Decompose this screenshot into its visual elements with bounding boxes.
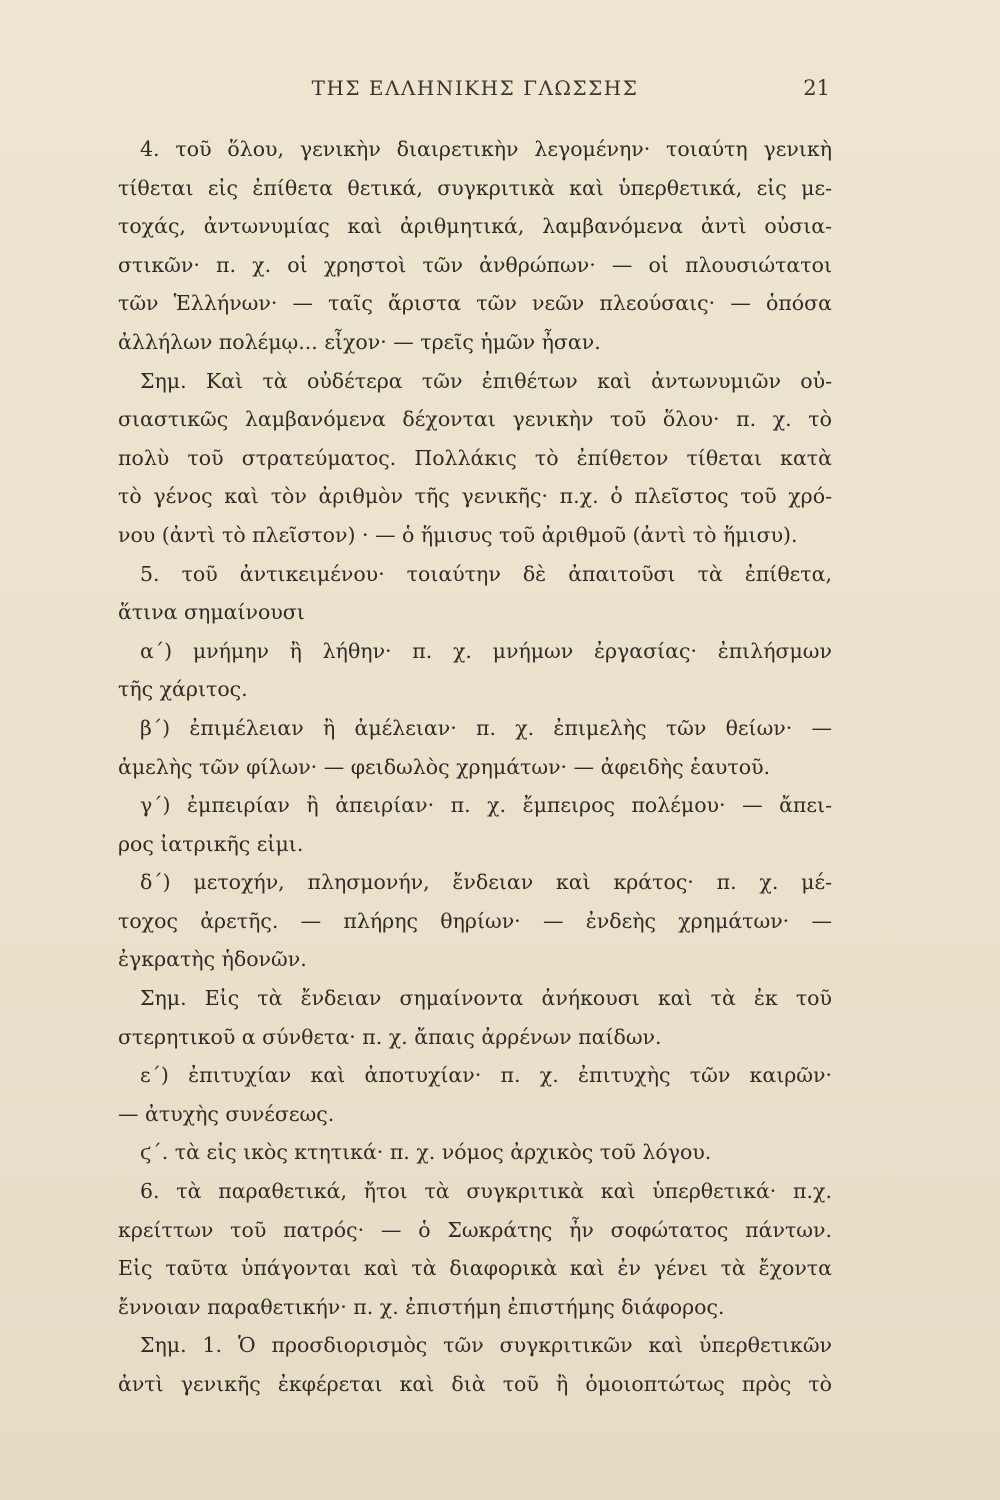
text-line: τῶν Ἑλλήνων· — ταῖς ἄριστα τῶν νεῶν πλεούσαις· — ὁπόσα <box>118 291 832 316</box>
text-line: ἀντὶ γενικῆς ἐκφέρεται καὶ διὰ τοῦ ἢ ὁμοιοπτώτως πρὸς τὸ <box>118 1372 832 1396</box>
text-line: τοχος ἀρετῆς. — πλήρης θηρίων· — ἐνδεὴς χρημάτων· — <box>118 908 832 933</box>
body-text <box>118 130 832 1404</box>
running-title: ΤΗΣ ΕΛΛΗΝΙΚΗΣ ΓΛΩΣΣΗΣ <box>311 76 639 100</box>
text-line: β΄) ἐπιμέλειαν ἢ ἀμέλειαν· π. χ. ἐπιμελὴς τῶν θείων· — <box>140 715 832 740</box>
text-line: κρείττων τοῦ πατρός· — ὁ Σωκράτης ἦν σοφώτατος πάντων. <box>118 1217 832 1242</box>
text-line: τοχάς, ἀντωνυμίας καὶ ἀριθμητικά, λαμβανόμενα ἀντὶ οὐσια- <box>118 214 832 239</box>
text-line: τὸ γένος καὶ τὸν ἀριθμὸν τῆς γενικῆς· π.χ. ὁ πλεῖστος τοῦ χρό- <box>118 484 832 509</box>
text-line: ἀμελὴς τῶν φίλων· — φειδωλὸς χρημάτων· — ἀφειδὴς ἑαυτοῦ. <box>118 754 771 779</box>
text-line: 6. τὰ παραθετικά, ἤτοι τὰ συγκριτικὰ καὶ ὑπερθετικά· π.χ. <box>140 1179 832 1204</box>
text-line: Σημ. Εἰς τὰ ἔνδειαν σημαίνοντα ἀνήκουσι καὶ τὰ ἐκ τοῦ <box>140 986 832 1011</box>
text-line: τίθεται εἰς ἐπίθετα θετικά, συγκριτικὰ καὶ ὑπερθετικά, εἰς με- <box>118 175 832 200</box>
text-line: — ἀτυχὴς συνέσεως. <box>118 1101 335 1126</box>
text-line: Σημ. Καὶ τὰ οὐδέτερα τῶν ἐπιθέτων καὶ ἀντωνυμιῶν οὐ- <box>140 368 832 393</box>
text-line: ρος ἰατρικῆς εἰμι. <box>118 831 304 856</box>
text-line: ἀλλήλων πολέμῳ... εἶχον· — τρεῖς ἡμῶν ἦσαν. <box>118 329 601 354</box>
text-line: ἔννοιαν παραθετικήν· π. χ. ἐπιστήμη ἐπιστήμης διάφορος. <box>118 1294 725 1319</box>
text-line: στερητικοῦ α σύνθετα· π. χ. ἄπαις ἀρρένων παίδων. <box>118 1024 662 1049</box>
text-line: σιαστικῶς λαμβανόμενα δέχονται γενικὴν τοῦ ὅλου· π. χ. τὸ <box>118 407 832 432</box>
text-line: πολὺ τοῦ στρατεύματος. Πολλάκις τὸ ἐπίθετον τίθεται κατὰ <box>118 445 832 470</box>
text-line: τῆς χάριτος. <box>118 677 248 702</box>
text-line: 4. τοῦ ὅλου, γενικὴν διαιρετικὴν λεγομένην· τοιαύτη γενικὴ <box>140 137 832 161</box>
text-line: ϛ΄. τὰ εἰς ικὸς κτητικά· π. χ. νόμος ἀρχικὸς τοῦ λόγου. <box>140 1140 712 1165</box>
text-line: στικῶν· π. χ. οἱ χρηστοὶ τῶν ἀνθρώπων· — οἱ πλουσιώτατοι <box>118 252 832 277</box>
text-line: Εἰς ταῦτα ὑπάγονται καὶ τὰ διαφορικὰ καὶ ἐν γένει τὰ ἔχοντα <box>118 1256 832 1281</box>
text-line: Σημ. 1. Ὁ προσδιορισμὸς τῶν συγκριτικῶν καὶ ὑπερθετικῶν <box>140 1333 832 1358</box>
text-line: 5. τοῦ ἀντικειμένου· τοιαύτην δὲ ἀπαιτοῦσι τὰ ἐπίθετα, <box>140 561 832 586</box>
page-number: 21 <box>803 76 830 100</box>
text-line: α΄) μνήμην ἢ λήθην· π. χ. μνήμων ἐργασίας· ἐπιλήσμων <box>140 638 832 663</box>
page-header <box>120 76 830 106</box>
text-line: ἅτινα σημαίνουσι <box>118 600 305 625</box>
text-line: δ΄) μετοχήν, πλησμονήν, ἔνδειαν καὶ κράτος· π. χ. μέ- <box>140 870 832 895</box>
text-line: ἐγκρατὴς ἡδονῶν. <box>118 947 307 972</box>
text-line: ε΄) ἐπιτυχίαν καὶ ἀποτυχίαν· π. χ. ἐπιτυχὴς τῶν καιρῶν· <box>140 1063 832 1088</box>
text-line: γ΄) ἐμπειρίαν ἢ ἀπειρίαν· π. χ. ἔμπειρος πολέμου· — ἄπει- <box>140 793 832 818</box>
text-line: νου (ἀντὶ τὸ πλεῖστον) · — ὁ ἥμισυς τοῦ ἀριθμοῦ (ἀντὶ τὸ ἥμισυ). <box>118 522 798 547</box>
